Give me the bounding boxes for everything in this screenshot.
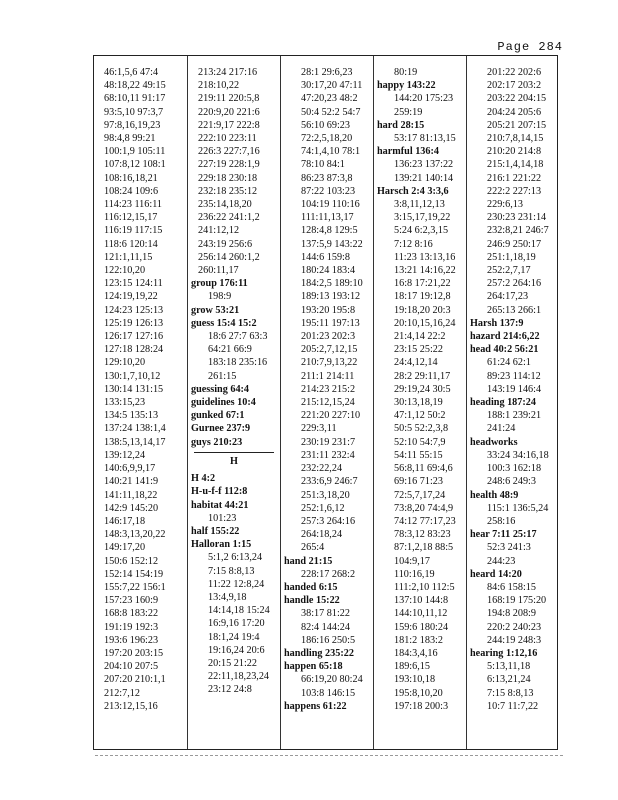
index-subentry-line: 184:3,4,16 bbox=[394, 647, 438, 659]
index-subentry-line: 19:18,20 20:3 bbox=[394, 304, 451, 316]
index-locator-line: 93:5,10 97:3,7 bbox=[104, 106, 164, 118]
index-subentry-line: 11:23 13:13,16 bbox=[394, 251, 456, 263]
index-subentry-line: 210:20 214:8 bbox=[487, 146, 542, 158]
index-headword-entry: headworks bbox=[470, 436, 518, 448]
index-subentry-line: 23:15 25:22 bbox=[394, 344, 443, 356]
index-subentry-line: 28:1 29:6,23 bbox=[301, 67, 353, 78]
index-subentry-line: 50:4 52:2 54:7 bbox=[301, 106, 361, 118]
index-subentry-line: 18:17 19:12,8 bbox=[394, 291, 451, 303]
index-subentry-line: 56:10 69:23 bbox=[301, 119, 350, 131]
index-subentry-line: 19:16,24 20:6 bbox=[208, 644, 265, 656]
index-subentry-line: 159:6 180:24 bbox=[394, 621, 449, 633]
index-locator-line: 260:11,17 bbox=[198, 265, 239, 277]
index-subentry-line: 210:7,9,13,22 bbox=[301, 357, 358, 369]
index-headword-entry: happens 61:22 bbox=[284, 700, 347, 712]
index-subentry-line: 201:22 202:6 bbox=[487, 67, 542, 78]
index-subentry-line: 66:19,20 80:24 bbox=[301, 674, 363, 686]
index-subentry-line: 203:22 204:15 bbox=[487, 93, 547, 105]
index-subentry-line: 251:3,18,20 bbox=[301, 489, 350, 501]
index-subentry-line: 144:10,11,12 bbox=[394, 608, 448, 620]
index-locator-line: 236:22 241:1,2 bbox=[198, 212, 260, 224]
index-subentry-line: 100:3 162:18 bbox=[487, 463, 542, 475]
index-subentry-line: 14:14,18 15:24 bbox=[208, 605, 270, 617]
index-subentry-line: 80:19 bbox=[394, 67, 418, 78]
index-subentry-line: 258:16 bbox=[487, 515, 516, 527]
index-subentry-line: 64:21 66:9 bbox=[208, 344, 252, 356]
index-subentry-line: 87:22 103:23 bbox=[301, 185, 356, 197]
index-headword-entry: half 155:22 bbox=[191, 525, 240, 537]
index-locator-line: 152:14 154:19 bbox=[104, 568, 164, 580]
index-subentry-line: 244:19 248:3 bbox=[487, 634, 542, 646]
index-locator-line: 207:20 210:1,1 bbox=[104, 674, 166, 686]
index-subentry-line: 221:20 227:10 bbox=[301, 410, 361, 422]
index-subentry-line: 23:12 24:8 bbox=[208, 684, 252, 696]
index-locator-line: 213:12,15,16 bbox=[104, 700, 158, 712]
index-locator-line: 130:1,7,10,12 bbox=[104, 370, 161, 382]
index-locator-line: 220:9,20 221:6 bbox=[198, 106, 260, 118]
index-headword-entry: hear 7:11 25:17 bbox=[470, 529, 537, 541]
index-subentry-line: 183:18 235:16 bbox=[208, 357, 268, 369]
index-locator-line: 140:6,9,9,17 bbox=[104, 463, 156, 475]
index-subentry-line: 56:8,11 69:4,6 bbox=[394, 463, 453, 475]
index-locator-line: 193:6 196:23 bbox=[104, 634, 159, 646]
index-subentry-line: 104:9,17 bbox=[394, 555, 430, 567]
index-subentry-line: 197:18 200:3 bbox=[394, 700, 449, 712]
index-subentry-line: 5:24 6:2,3,15 bbox=[394, 225, 449, 237]
index-locator-line: 124:19,19,22 bbox=[104, 291, 158, 303]
index-subentry-line: 84:6 158:15 bbox=[487, 581, 536, 593]
index-subentry-line: 5:1,2 6:13,24 bbox=[208, 552, 263, 564]
index-subentry-line: 33:24 34:16,18 bbox=[487, 449, 549, 461]
index-locator-line: 218:10,22 bbox=[198, 80, 240, 92]
index-locator-line: 116:19 117:15 bbox=[104, 225, 163, 237]
index-subentry-line: 13:21 14:16,22 bbox=[394, 265, 456, 277]
index-subentry-line: 230:23 231:14 bbox=[487, 212, 547, 224]
index-subentry-line: 110:16,19 bbox=[394, 568, 435, 580]
index-locator-line: 141:11,18,22 bbox=[104, 489, 158, 501]
index-subentry-line: 11:22 12:8,24 bbox=[208, 578, 265, 590]
index-subentry-line: 189:13 193:12 bbox=[301, 291, 361, 303]
index-subentry-line: 202:17 203:2 bbox=[487, 80, 542, 92]
index-subentry-line: 246:9 250:17 bbox=[487, 238, 542, 250]
index-subentry-line: 205:21 207:15 bbox=[487, 119, 547, 131]
index-headword-entry: harmful 136:4 bbox=[377, 146, 439, 158]
index-locator-line: 256:14 260:1,2 bbox=[198, 251, 260, 263]
index-headword-entry: happen 65:18 bbox=[284, 661, 343, 673]
index-locator-line: 197:20 203:15 bbox=[104, 647, 164, 659]
index-headword-entry: group 176:11 bbox=[191, 278, 248, 290]
index-locator-line: 116:12,15,17 bbox=[104, 212, 158, 224]
index-subentry-line: 193:20 195:8 bbox=[301, 304, 356, 316]
index-subentry-line: 232:8,21 246:7 bbox=[487, 225, 549, 237]
index-locator-line: 232:18 235:12 bbox=[198, 185, 258, 197]
index-subentry-line: 211:1 214:11 bbox=[301, 370, 355, 382]
index-locator-line: 98:4,8 99:21 bbox=[104, 133, 156, 145]
index-subentry-line: 22:11,18,23,24 bbox=[208, 671, 270, 683]
index-subentry-line: 20:15 21:22 bbox=[208, 657, 257, 669]
index-subentry-line: 52:3 241:3 bbox=[487, 542, 531, 554]
index-headword-entry: hand 21:15 bbox=[284, 555, 333, 567]
index-subentry-line: 30:17,20 47:11 bbox=[301, 80, 363, 92]
index-headword-entry: Halloran 1:15 bbox=[191, 539, 252, 551]
index-subentry-line: 136:23 137:22 bbox=[394, 159, 454, 171]
index-subentry-line: 216:1 221:22 bbox=[487, 172, 542, 184]
index-subentry-line: 137:10 144:8 bbox=[394, 595, 449, 607]
index-subentry-line: 198:9 bbox=[208, 291, 232, 303]
index-headword-entry: guidelines 10:4 bbox=[191, 397, 256, 409]
index-locator-line: 219:11 220:5,8 bbox=[198, 93, 260, 105]
index-headword-entry: Harsch 2:4 3:3,6 bbox=[377, 185, 449, 197]
index-subentry-line: 229:3,11 bbox=[301, 423, 337, 435]
index-headword-entry: Harsh 137:9 bbox=[470, 317, 524, 329]
index-subentry-line: 29:19,24 30:5 bbox=[394, 383, 451, 395]
index-page-frame bbox=[93, 55, 558, 750]
index-locator-line: 123:15 124:11 bbox=[104, 278, 163, 290]
index-subentry-line: 230:19 231:7 bbox=[301, 436, 356, 448]
index-subentry-line: 215:12,15,24 bbox=[301, 397, 355, 409]
index-subentry-line: 194:8 208:9 bbox=[487, 608, 536, 620]
index-locator-line: 139:12,24 bbox=[104, 449, 146, 461]
index-subentry-line: 229:6,13 bbox=[487, 199, 523, 211]
index-subentry-line: 69:16 71:23 bbox=[394, 476, 443, 488]
index-locator-line: 137:24 138:1,4 bbox=[104, 423, 166, 435]
index-headword-entry: handle 15:22 bbox=[284, 595, 340, 607]
index-subentry-line: 244:23 bbox=[487, 555, 516, 567]
index-locator-line: 46:1,5,6 47:4 bbox=[104, 67, 159, 78]
index-subentry-line: 210:7,8,14,15 bbox=[487, 133, 544, 145]
index-subentry-line: 24:4,12,14 bbox=[394, 357, 438, 369]
index-subentry-line: 204:24 205:6 bbox=[487, 106, 542, 118]
index-locator-line: 140:21 141:9 bbox=[104, 476, 159, 488]
index-headword-entry: hearing 1:12,16 bbox=[470, 647, 538, 659]
index-headword-entry: H 4:2 bbox=[191, 473, 216, 485]
index-locator-line: 149:17,20 bbox=[104, 542, 146, 554]
index-subentry-line: 21:4,14 22:2 bbox=[394, 331, 446, 343]
index-locator-line: 68:10,11 91:17 bbox=[104, 93, 166, 105]
index-headword-entry: health 48:9 bbox=[470, 489, 519, 501]
index-subentry-line: 47:20,23 48:2 bbox=[301, 93, 358, 105]
index-subentry-line: 222:2 227:13 bbox=[487, 185, 542, 197]
index-locator-line: 107:8,12 108:1 bbox=[104, 159, 166, 171]
index-subentry-line: 259:19 bbox=[394, 106, 423, 118]
index-locator-line: 241:12,12 bbox=[198, 225, 240, 237]
index-subentry-line: 195:8,10,20 bbox=[394, 687, 443, 699]
index-subentry-line: 168:19 175:20 bbox=[487, 595, 547, 607]
footer-rule bbox=[95, 755, 563, 756]
index-subentry-line: 189:6,15 bbox=[394, 661, 430, 673]
index-locator-line: 100:1,9 105:11 bbox=[104, 146, 166, 158]
index-locator-line: 204:10 207:5 bbox=[104, 661, 159, 673]
index-locator-line: 97:8,16,19,23 bbox=[104, 119, 161, 131]
index-subentry-line: 47:1,12 50:2 bbox=[394, 410, 446, 422]
index-subentry-line: 205:2,7,12,15 bbox=[301, 344, 358, 356]
index-subentry-line: 7:15 8:8,13 bbox=[208, 565, 255, 577]
index-subentry-line: 20:10,15,16,24 bbox=[394, 317, 456, 329]
index-locator-line: 212:7,12 bbox=[104, 687, 140, 699]
index-subentry-line: 181:2 183:2 bbox=[394, 634, 443, 646]
index-subentry-line: 128:4,8 129:5 bbox=[301, 225, 358, 237]
index-subentry-line: 89:23 114:12 bbox=[487, 370, 541, 382]
index-subentry-line: 73:8,20 74:4,9 bbox=[394, 502, 454, 514]
index-locator-line: 146:17,18 bbox=[104, 515, 146, 527]
index-subentry-line: 6:13,21,24 bbox=[487, 674, 531, 686]
index-locator-line: 108:24 109:6 bbox=[104, 185, 159, 197]
index-subentry-line: 144:20 175:23 bbox=[394, 93, 454, 105]
index-subentry-line: 18:6 27:7 63:3 bbox=[208, 331, 268, 343]
index-subentry-line: 265:13 266:1 bbox=[487, 304, 542, 316]
index-subentry-line: 195:11 197:13 bbox=[301, 317, 360, 329]
index-subentry-line: 7:12 8:16 bbox=[394, 238, 433, 250]
index-subentry-line: 74:12 77:17,23 bbox=[394, 515, 456, 527]
index-headword-entry: handed 6:15 bbox=[284, 581, 338, 593]
index-subentry-line: 186:16 250:5 bbox=[301, 634, 356, 646]
index-locator-line: 155:7,22 156:1 bbox=[104, 581, 166, 593]
index-headword-entry: guessing 64:4 bbox=[191, 383, 250, 395]
index-locator-line: 122:10,20 bbox=[104, 265, 146, 277]
index-subentry-line: 241:24 bbox=[487, 423, 516, 435]
index-subentry-line: 188:1 239:21 bbox=[487, 410, 542, 422]
index-subentry-line: 257:3 264:16 bbox=[301, 515, 356, 527]
index-locator-line: 48:18,22 49:15 bbox=[104, 80, 166, 92]
index-subentry-line: 215:1,4,14,18 bbox=[487, 159, 544, 171]
index-subentry-line: 86:23 87:3,8 bbox=[301, 172, 353, 184]
index-subentry-line: 72:5,7,17,24 bbox=[394, 489, 446, 501]
index-subentry-line: 3:8,11,12,13 bbox=[394, 199, 445, 211]
index-locator-line: 129:10,20 bbox=[104, 357, 146, 369]
index-subentry-line: 38:17 81:22 bbox=[301, 608, 350, 620]
index-locator-line: 114:23 116:11 bbox=[104, 199, 163, 211]
index-locator-line: 124:23 125:13 bbox=[104, 304, 164, 316]
index-subentry-line: 78:10 84:1 bbox=[301, 159, 345, 171]
index-subentry-line: 28:2 29:11,17 bbox=[394, 370, 451, 382]
index-headword-entry: guys 210:23 bbox=[191, 436, 243, 448]
index-subentry-line: 193:10,18 bbox=[394, 674, 436, 686]
index-subentry-line: 248:6 249:3 bbox=[487, 476, 536, 488]
index-subentry-line: 228:17 268:2 bbox=[301, 568, 356, 580]
index-locator-line: 142:9 145:20 bbox=[104, 502, 159, 514]
index-headword-entry: grow 53:21 bbox=[191, 304, 240, 316]
index-headword-entry: handling 235:22 bbox=[284, 647, 354, 659]
index-subentry-line: 264:17,23 bbox=[487, 291, 529, 303]
index-subentry-line: 264:18,24 bbox=[301, 529, 343, 541]
index-subentry-line: 111:11,13,17 bbox=[301, 212, 354, 224]
index-headword-entry: gunked 67:1 bbox=[191, 410, 245, 422]
index-subentry-line: 261:15 bbox=[208, 370, 237, 382]
index-subentry-line: 144:6 159:8 bbox=[301, 251, 350, 263]
index-subentry-line: 18:1,24 19:4 bbox=[208, 631, 260, 643]
index-column-2 bbox=[187, 56, 280, 749]
index-locator-line: 125:19 126:13 bbox=[104, 317, 164, 329]
index-headword-entry: hazard 214:6,22 bbox=[470, 331, 540, 343]
index-locator-line: 221:9,17 222:8 bbox=[198, 119, 260, 131]
index-subentry-line: 101:23 bbox=[208, 512, 237, 524]
index-subentry-line: 52:10 54:7,9 bbox=[394, 436, 446, 448]
index-headword-entry: hard 28:15 bbox=[377, 119, 425, 131]
index-locator-line: 126:17 127:16 bbox=[104, 331, 164, 343]
index-locator-line: 243:19 256:6 bbox=[198, 238, 253, 250]
index-column-3 bbox=[280, 56, 373, 749]
index-subentry-line: 78:3,12 83:23 bbox=[394, 529, 451, 541]
index-subentry-line: 82:4 144:24 bbox=[301, 621, 350, 633]
index-subentry-line: 251:1,18,19 bbox=[487, 251, 536, 263]
index-locator-line: 222:10 223:11 bbox=[198, 133, 257, 145]
index-locator-line: 235:14,18,20 bbox=[198, 199, 252, 211]
index-locator-line: 118:6 120:14 bbox=[104, 238, 158, 250]
index-subentry-line: 232:22,24 bbox=[301, 463, 343, 475]
index-subentry-line: 143:19 146:4 bbox=[487, 383, 542, 395]
index-subentry-line: 54:11 55:15 bbox=[394, 449, 443, 461]
index-subentry-line: 61:24 62:1 bbox=[487, 357, 531, 369]
index-subentry-line: 16:9,16 17:20 bbox=[208, 618, 265, 630]
index-column-4 bbox=[373, 56, 466, 749]
index-subentry-line: 252:2,7,17 bbox=[487, 265, 531, 277]
index-headword-entry: guess 15:4 15:2 bbox=[191, 317, 257, 329]
index-subentry-line: 233:6,9 246:7 bbox=[301, 476, 358, 488]
index-subentry-line: 201:23 202:3 bbox=[301, 331, 356, 343]
index-headword-entry: heard 14:20 bbox=[470, 568, 522, 580]
index-subentry-line: 5:13,11,18 bbox=[487, 661, 531, 673]
index-locator-line: 157:23 160:9 bbox=[104, 595, 159, 607]
index-subentry-line: 103:8 146:15 bbox=[301, 687, 356, 699]
index-subentry-line: 115:1 136:5,24 bbox=[487, 502, 549, 514]
index-subentry-line: 214:23 215:2 bbox=[301, 383, 356, 395]
index-locator-line: 134:5 135:13 bbox=[104, 410, 159, 422]
index-headword-entry: heading 187:24 bbox=[470, 397, 536, 409]
index-subentry-line: 50:5 52:2,3,8 bbox=[394, 423, 449, 435]
index-column-5 bbox=[466, 56, 557, 749]
index-headword-entry: Gurnee 237:9 bbox=[191, 423, 251, 435]
index-locator-line: 150:6 152:12 bbox=[104, 555, 159, 567]
index-headword-entry: H-u-f-f 112:8 bbox=[191, 486, 248, 498]
index-subentry-line: 74:1,4,10 78:1 bbox=[301, 146, 361, 158]
index-locator-line: 130:14 131:15 bbox=[104, 383, 164, 395]
index-subentry-line: 3:15,17,19,22 bbox=[394, 212, 451, 224]
section-letter-heading: H bbox=[194, 452, 274, 468]
index-locator-line: 227:19 228:1,9 bbox=[198, 159, 260, 171]
index-subentry-line: 53:17 81:13,15 bbox=[394, 133, 456, 145]
index-subentry-line: 13:4,9,18 bbox=[208, 591, 247, 603]
index-locator-line: 229:18 230:18 bbox=[198, 172, 258, 184]
index-subentry-line: 137:5,9 143:22 bbox=[301, 238, 363, 250]
index-subentry-line: 139:21 140:14 bbox=[394, 172, 454, 184]
index-subentry-line: 231:11 232:4 bbox=[301, 449, 355, 461]
index-subentry-line: 10:7 11:7,22 bbox=[487, 700, 539, 712]
index-locator-line: 226:3 227:7,16 bbox=[198, 146, 260, 158]
index-subentry-line: 104:19 110:16 bbox=[301, 199, 360, 211]
index-locator-line: 191:19 192:3 bbox=[104, 621, 159, 633]
index-headword-entry: happy 143:22 bbox=[377, 80, 436, 92]
index-locator-line: 138:5,13,14,17 bbox=[104, 436, 166, 448]
index-subentry-line: 7:15 8:8,13 bbox=[487, 687, 534, 699]
index-locator-line: 133:15,23 bbox=[104, 397, 146, 409]
index-subentry-line: 111:2,10 112:5 bbox=[394, 581, 455, 593]
index-locator-line: 213:24 217:16 bbox=[198, 67, 258, 78]
index-locator-line: 108:16,18,21 bbox=[104, 172, 158, 184]
index-subentry-line: 72:2,5,18,20 bbox=[301, 133, 353, 145]
index-subentry-line: 87:1,2,18 88:5 bbox=[394, 542, 454, 554]
index-locator-line: 127:18 128:24 bbox=[104, 344, 164, 356]
index-subentry-line: 252:1,6,12 bbox=[301, 502, 345, 514]
index-subentry-line: 257:2 264:16 bbox=[487, 278, 542, 290]
index-locator-line: 148:3,13,20,22 bbox=[104, 529, 166, 541]
index-locator-line: 121:1,11,15 bbox=[104, 251, 153, 263]
index-subentry-line: 184:2,5 189:10 bbox=[301, 278, 363, 290]
index-subentry-line: 16:8 17:21,22 bbox=[394, 278, 451, 290]
index-column-1 bbox=[94, 56, 187, 749]
index-headword-entry: habitat 44:21 bbox=[191, 499, 249, 511]
index-subentry-line: 30:13,18,19 bbox=[394, 397, 443, 409]
index-subentry-line: 265:4 bbox=[301, 542, 325, 554]
index-headword-entry: head 40:2 56:21 bbox=[470, 344, 539, 356]
index-subentry-line: 220:2 240:23 bbox=[487, 621, 542, 633]
index-locator-line: 168:8 183:22 bbox=[104, 608, 159, 620]
page-number-label: Page 284 bbox=[497, 40, 563, 54]
index-subentry-line: 180:24 183:4 bbox=[301, 265, 356, 277]
